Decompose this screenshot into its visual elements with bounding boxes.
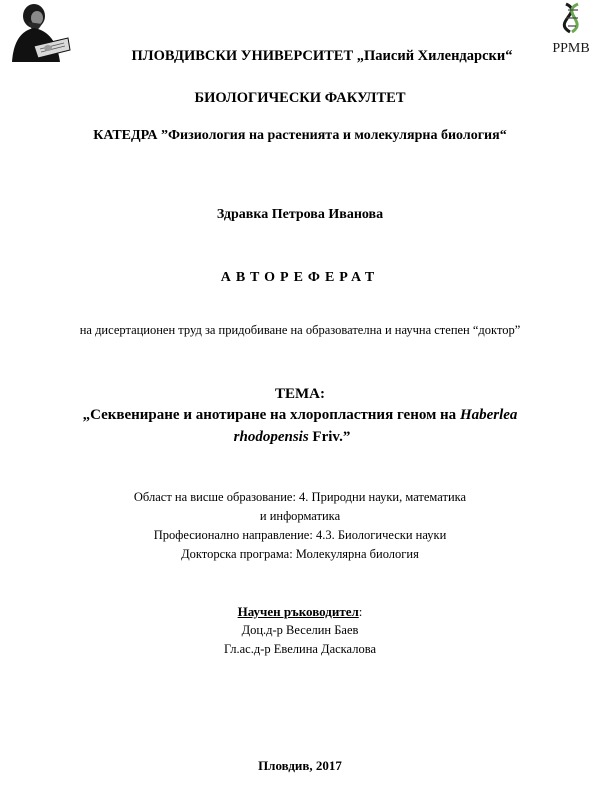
document-type: АВТОРЕФЕРАТ — [220, 270, 380, 285]
theme-title-genus: Haberlea — [459, 407, 518, 423]
field-of-education-line-1: Област на висше образование: 4. Природни науки, математика — [133, 490, 467, 504]
supervisor-label-colon: : — [358, 604, 363, 619]
theme-title-species: rhodopensis — [233, 429, 309, 445]
place-and-year: Пловдив, 2017 — [258, 758, 342, 773]
university-name: ПЛОВДИВСКИ УНИВЕРСИТЕТ „Паисий Хилендарски“ — [131, 48, 513, 64]
theme-label: ТЕМА: — [275, 386, 325, 402]
theme-title-suffix: Friv.” — [308, 429, 351, 445]
supervisor-label-text: Научен ръководител — [237, 604, 359, 619]
supervisor-2: Гл.ас.д-р Евелина Даскалова — [223, 642, 376, 656]
ppmb-logo-text: PPMB — [552, 41, 590, 56]
faculty-name: БИОЛОГИЧЕСКИ ФАКУЛТЕТ — [194, 90, 406, 106]
department-name: КАТЕДРА ”Физиология на растенията и молекулярна биология“ — [93, 128, 507, 143]
theme-title-line-1 — [0, 406, 600, 424]
supervisor-1: Доц.д-р Веселин Баев — [241, 623, 359, 637]
professional-direction: Професионално направление: 4.3. Биологически науки — [153, 528, 447, 542]
theme-title-prefix: „Секвениране и анотиране на хлоропластния геном на — [82, 407, 460, 423]
theme-title-line-2 — [0, 428, 592, 446]
author-name: Здравка Петрова Иванова — [216, 207, 384, 222]
supervisor-label — [0, 604, 600, 620]
degree-purpose: на дисертационен труд за придобиване на образователна и научна степен “доктор” — [79, 323, 521, 337]
field-of-education-line-2: и информатика — [259, 509, 341, 523]
doctoral-program: Докторска програма: Молекулярна биология — [181, 547, 419, 561]
